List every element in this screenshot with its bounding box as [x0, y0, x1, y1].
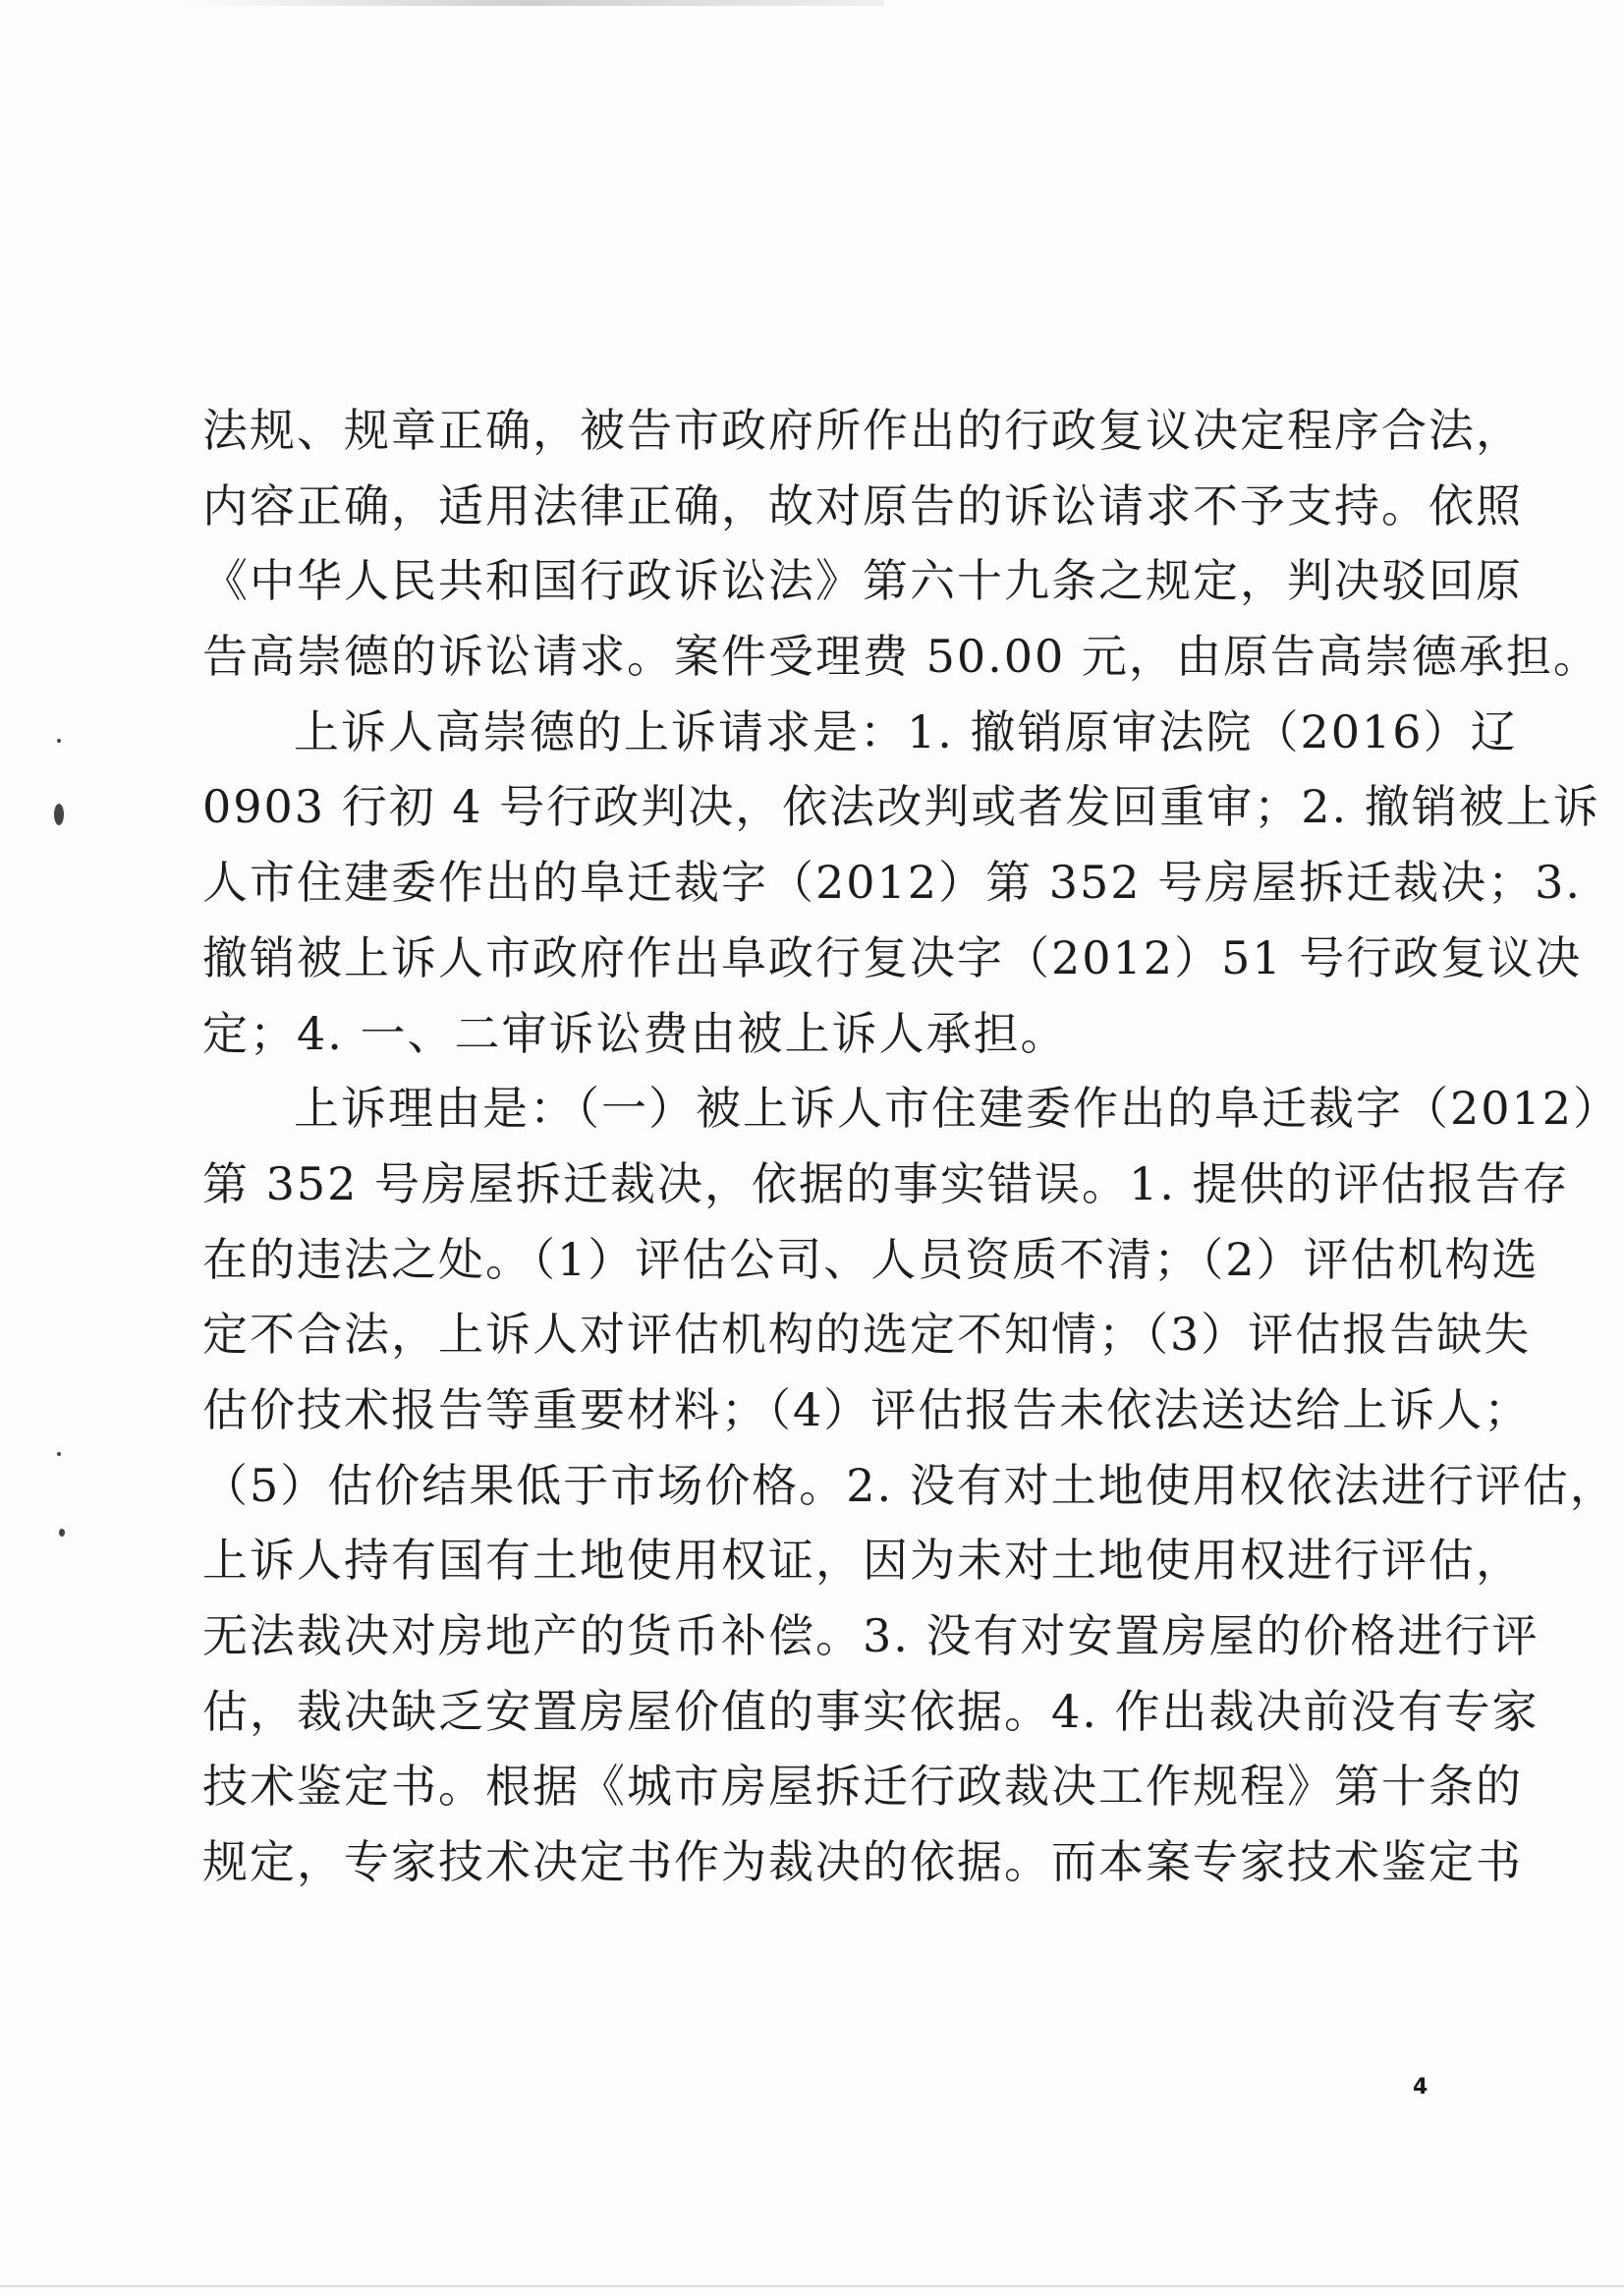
text-line: 上诉人持有国有土地使用权证，因为未对土地使用权进行评估， — [202, 1534, 1523, 1588]
scan-top-edge — [177, 0, 884, 6]
text-line: 《中华人民共和国行政诉讼法》第六十九条之规定，判决驳回原 — [202, 554, 1523, 608]
text-line: 估价技术报告等重要材料；（4）评估报告未依法送达给上诉人； — [202, 1382, 1532, 1436]
document-body — [202, 393, 1621, 1900]
text-line: 技术鉴定书。根据《城市房屋拆迁行政裁决工作规程》第十条的 — [202, 1760, 1523, 1814]
page-number: 4 — [1413, 2075, 1428, 2100]
scan-speck — [57, 739, 61, 743]
text-line: 第 352 号房屋拆迁裁决，依据的事实错误。1. 提供的评估报告存 — [202, 1156, 1570, 1210]
text-line: 定不合法，上诉人对评估机构的选定不知情；（3）评估报告缺失 — [202, 1308, 1532, 1362]
text-line: 0903 行初 4 号行政判决，依法改判或者发回重审；2. 撤销被上诉 — [202, 780, 1600, 834]
text-line: 上诉人高崇德的上诉请求是：1. 撤销原审法院（2016）辽 — [294, 704, 1518, 758]
text-line: 无法裁决对房地产的货币补偿。3. 没有对安置房屋的价格进行评 — [202, 1609, 1540, 1662]
text-line: 规定，专家技术决定书作为裁决的依据。而本案专家技术鉴定书 — [202, 1835, 1523, 1889]
text-line: 人市住建委作出的阜迁裁字（2012）第 352 号房屋拆迁裁决；3. — [202, 856, 1582, 910]
text-line: 撤销被上诉人市政府作出阜政行复决字（2012）51 号行政复议决 — [202, 930, 1583, 984]
scan-speck — [57, 1452, 61, 1456]
text-line: （5）估价结果低于市场价格。2. 没有对土地使用权依法进行评估， — [202, 1458, 1617, 1512]
text-line: 在的违法之处。（1）评估公司、人员资质不清；（2）评估机构选 — [202, 1232, 1540, 1286]
text-line: 法规、规章正确，被告市政府所作出的行政复议决定程序合法， — [202, 404, 1523, 457]
text-line: 上诉理由是：（一）被上诉人市住建委作出的阜迁裁字（2012） — [294, 1082, 1621, 1136]
text-line: 内容正确，适用法律正确，故对原告的诉讼请求不予支持。依照 — [202, 478, 1523, 532]
scan-speck — [54, 804, 64, 825]
text-line: 定；4. 一、二审诉讼费由被上诉人承担。 — [202, 1006, 1068, 1060]
text-line: 估，裁决缺乏安置房屋价值的事实依据。4. 作出裁决前没有专家 — [202, 1684, 1540, 1738]
text-line: 告高崇德的诉讼请求。案件受理费 50.00 元，由原告高崇德承担。 — [202, 630, 1600, 684]
scan-bottom-edge — [0, 2285, 1624, 2287]
scan-speck — [59, 1529, 65, 1537]
